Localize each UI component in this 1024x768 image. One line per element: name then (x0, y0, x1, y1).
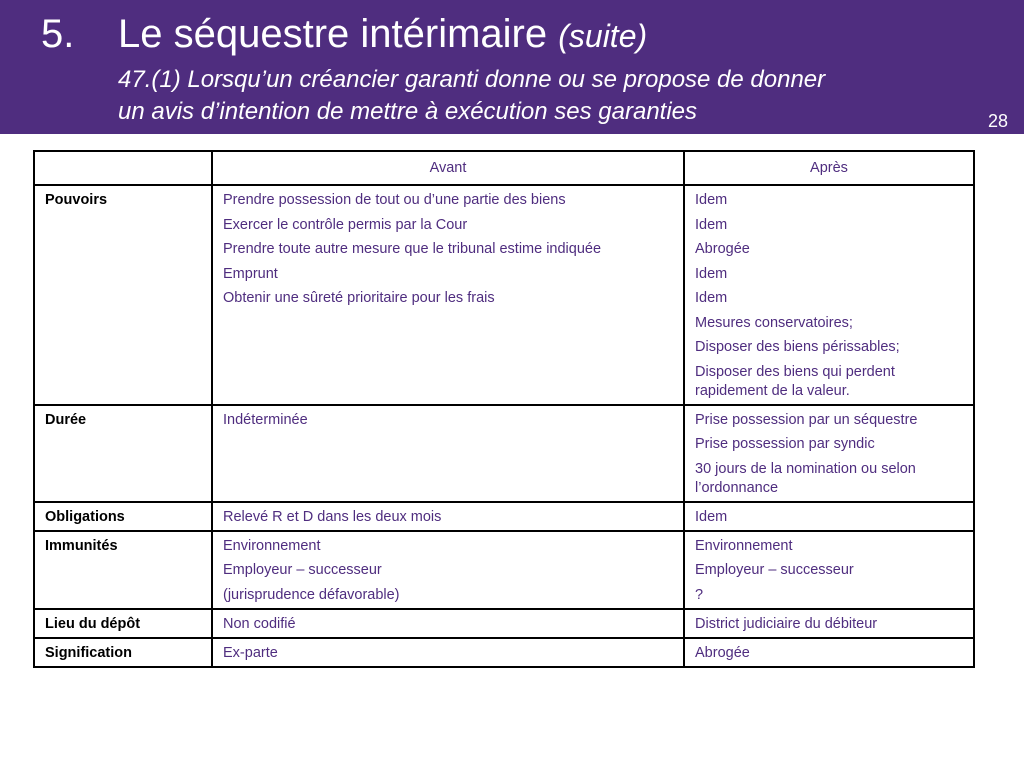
cell-line: Idem (695, 290, 728, 306)
cell-line: Idem (695, 508, 728, 525)
cell-line: Idem (695, 192, 728, 208)
table-row (34, 609, 974, 638)
cell-line: (jurisprudence défavorable) (223, 586, 400, 603)
title-main: Le séquestre intérimaire (118, 12, 548, 56)
slide-header (0, 0, 1024, 134)
row-label: Obligations (34, 502, 212, 531)
subtitle-line-2: un avis d’intention de mettre à exécution ses garanties (118, 98, 698, 125)
cell-line: Idem (695, 265, 728, 282)
cell-line: Emprunt (223, 265, 278, 282)
title-suffix: (suite) (558, 18, 648, 54)
row-label: Signification (34, 638, 212, 667)
row-label: Durée (34, 405, 212, 502)
page-subtitle (118, 64, 978, 128)
cell-avant (212, 405, 684, 502)
cell-line: Abrogée (695, 241, 750, 257)
row-label: Pouvoirs (34, 185, 212, 405)
table-row (34, 638, 974, 667)
cell-line: Obtenir une sûreté prioritaire pour les frais (223, 290, 495, 306)
cell-line: Relevé R et D dans les deux mois (223, 508, 442, 525)
cell-avant (212, 185, 684, 405)
cell-line: Non codifié (223, 615, 296, 632)
cell-apres (684, 405, 974, 502)
row-label: Lieu du dépôt (34, 609, 212, 638)
cell-line: Environnement (695, 537, 793, 554)
cell-line: Exercer le contrôle permis par la Cour (223, 216, 468, 233)
cell-apres (684, 638, 974, 667)
cell-apres (684, 531, 974, 609)
cell-line: Idem (695, 216, 728, 233)
cell-apres (684, 502, 974, 531)
cell-line: Environnement (223, 537, 321, 554)
table-row (34, 185, 974, 405)
cell-line: Indéterminée (223, 411, 308, 428)
column-header-apres: Après (684, 151, 974, 185)
row-label: Immunités (34, 531, 212, 609)
cell-line: 30 jours de la nomination ou selon l’ordonnance (695, 460, 916, 496)
column-header-avant: Avant (212, 151, 684, 185)
cell-line: Prise possession par un séquestre (695, 411, 918, 428)
cell-line: Ex-parte (223, 644, 278, 661)
column-header-empty (34, 151, 212, 185)
subtitle-line-1: 47.(1) Lorsqu’un créancier garanti donne ou se propose de donner (118, 66, 826, 93)
cell-apres (684, 609, 974, 638)
cell-avant (212, 502, 684, 531)
table-row (34, 531, 974, 609)
table-header-row (34, 151, 974, 185)
cell-apres (684, 185, 974, 405)
table-body (34, 185, 974, 667)
cell-line: Prise possession par syndic (695, 436, 875, 452)
cell-line: Abrogée (695, 644, 750, 661)
cell-line: Prendre possession de tout ou d’une partie des biens (223, 192, 566, 208)
comparison-table (33, 150, 975, 668)
cell-avant (212, 531, 684, 609)
title-number: 5. (41, 12, 75, 56)
cell-line: Prendre toute autre mesure que le tribunal estime indiquée (223, 241, 602, 257)
cell-line: Mesures conservatoires; (695, 314, 853, 331)
cell-avant (212, 609, 684, 638)
table-row (34, 405, 974, 502)
cell-line: Disposer des biens périssables; (695, 339, 900, 355)
cell-line: Disposer des biens qui perdent rapidement de la valeur. (695, 363, 895, 399)
table-row (34, 502, 974, 531)
slide-number: 28 (987, 111, 1008, 131)
cell-line: Employeur – successeur (695, 562, 854, 578)
cell-line: District judiciaire du débiteur (695, 615, 878, 632)
cell-avant (212, 638, 684, 667)
cell-line: Employeur – successeur (223, 562, 382, 578)
page-title (118, 8, 647, 62)
cell-line: ? (695, 586, 704, 603)
